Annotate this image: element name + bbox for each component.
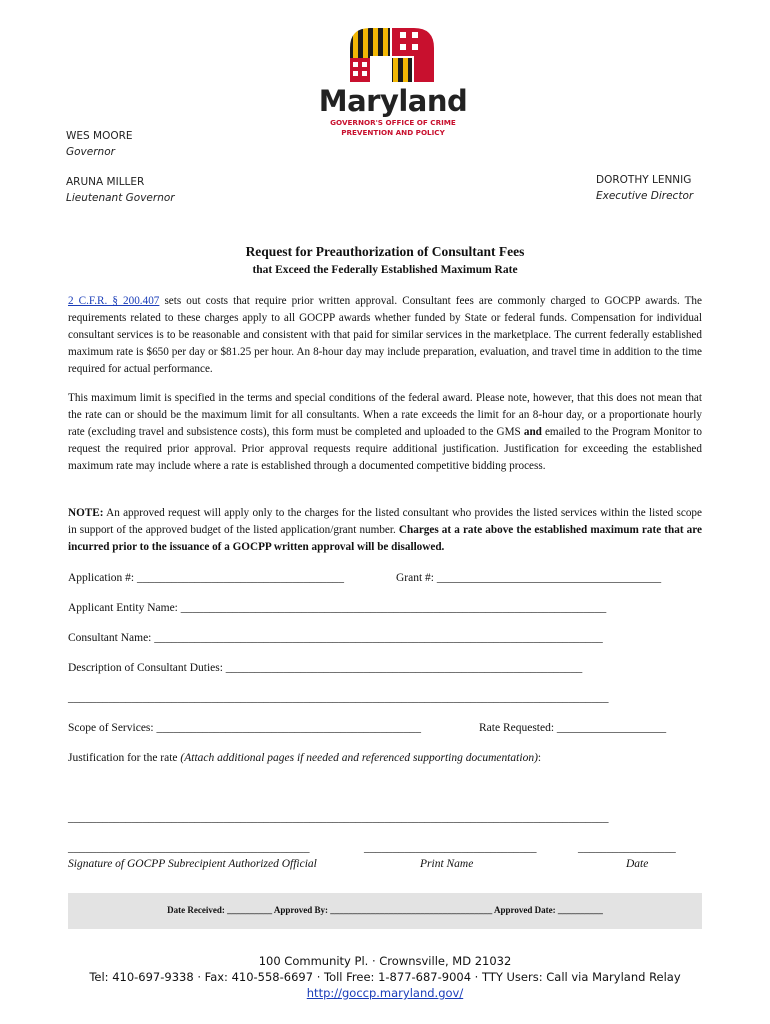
consultant-duties-line-2[interactable]: ______________________________________________________________________________________________ (68, 692, 609, 704)
justification-note: (Attach additional pages if needed and referenced supporting documentation) (180, 752, 538, 764)
governor-name: WES MOORE (66, 130, 133, 142)
justification-label-text: Justification for the rate (68, 752, 181, 764)
paragraph-cfr-text: sets out costs that require prior written approval. Consultant fees are commonly charged to GOCPP awards. The requirements related to these charges apply to all GOCPP awards whether funded by State or federal funds. Compensation for individual consultant services is to be reasonable and consistent with that paid for similar services in the marketplace. The current federally established maximum rate is $650 per day or $81.25 per hour. An 8-hour day may include preparation, evaluation, and travel time in addition to the time required for actual performance. (68, 295, 702, 375)
scope-of-services-field[interactable]: Scope of Services: ______________________________________________ (68, 722, 421, 734)
logo-subtitle-line-1: GOVERNOR'S OFFICE OF CRIME (330, 118, 456, 127)
lt-governor-title: Lieutenant Governor (66, 192, 175, 204)
paragraph-cfr (68, 293, 702, 378)
date-caption: Date (626, 858, 649, 870)
note-bold-text: Charges at a rate above the established maximum rate that are incurred prior to the issuance of a GOCPP written approval will be disallowed. (68, 524, 702, 553)
justification-colon: : (537, 752, 542, 764)
maryland-logo (318, 22, 468, 142)
footer-phones: Tel: 410-697-9338 · Fax: 410-558-6697 · Toll Free: 1-877-687-9004 · TTY Users: Call via Maryland Relay (89, 970, 681, 984)
consultant-name-field[interactable]: Consultant Name: ______________________________________________________________________________ (68, 632, 603, 644)
form-subtitle: that Exceed the Federally Established Maximum Rate (252, 264, 518, 276)
logo-wordmark: Maryland (318, 84, 468, 118)
paragraph-limit-text-a: This maximum limit is specified in the terms and special conditions of the federal award. Please note, however, that this does not mean that the rate can or should be the maximum limit for all consultants. When a rate exceeds the limit for an 8-hour day, or a proportionate hourly rate (excluding travel and subsistence costs), this form must be completed and uploaded to the GMS (68, 392, 702, 438)
paragraph-limit-and: and (523, 426, 542, 438)
consultant-duties-field[interactable]: Description of Consultant Duties: ______________________________________________________________ (68, 662, 583, 674)
date-line[interactable]: _________________ (578, 842, 676, 854)
note-label: NOTE: (68, 507, 104, 519)
signature-caption: Signature of GOCPP Subrecipient Authorized Official (68, 858, 317, 870)
cfr-link[interactable]: 2 C.F.R. § 200.407 (68, 295, 160, 307)
director-title: Executive Director (596, 190, 694, 202)
paragraph-note (68, 505, 702, 556)
grant-number-field[interactable]: Grant #: _______________________________________ (396, 572, 662, 584)
lt-governor-name: ARUNA MILLER (66, 176, 145, 188)
applicant-entity-name-field[interactable]: Applicant Entity Name: __________________________________________________________________________ (68, 602, 607, 614)
approval-fields: Date Received: __________ Approved By: ____________________________________ Approved Date: __________ (167, 905, 603, 915)
justification-label (68, 752, 541, 764)
footer-website-link[interactable]: http://goccp.maryland.gov/ (306, 986, 464, 1000)
print-name-caption: Print Name (420, 858, 474, 870)
signature-line[interactable]: __________________________________________ (68, 842, 310, 854)
logo-subtitle-line-2: PREVENTION AND POLICY (341, 128, 445, 137)
rate-requested-field[interactable]: Rate Requested: ___________________ (479, 722, 667, 734)
application-number-field[interactable]: Application #: ____________________________________ (68, 572, 344, 584)
print-name-line[interactable]: ______________________________ (364, 842, 537, 854)
governor-title: Governor (66, 146, 115, 158)
form-title: Request for Preauthorization of Consultant Fees (245, 244, 525, 259)
footer-url-wrap (0, 986, 770, 1000)
paragraph-maximum-limit (68, 390, 702, 475)
justification-field[interactable]: ______________________________________________________________________________________________ (68, 812, 609, 824)
office-use-approval-box (68, 893, 702, 929)
director-name: DOROTHY LENNIG (596, 174, 692, 186)
paragraph-limit-text-b: emailed to the Program Monitor to request the required prior approval. Prior approval requests require additional justification. Justification for exceeding the established maximum rate may include where a rate is established through a documented competitive bidding process. (68, 426, 703, 472)
maryland-flag-emblem-icon (318, 22, 468, 84)
footer-address: 100 Community Pl. · Crownsville, MD 21032 (258, 954, 512, 968)
note-text: An approved request will apply only to the charges for the listed consultant who provides the listed services within the listed scope in support of the approved budget of the listed application/grant number. (68, 507, 702, 536)
